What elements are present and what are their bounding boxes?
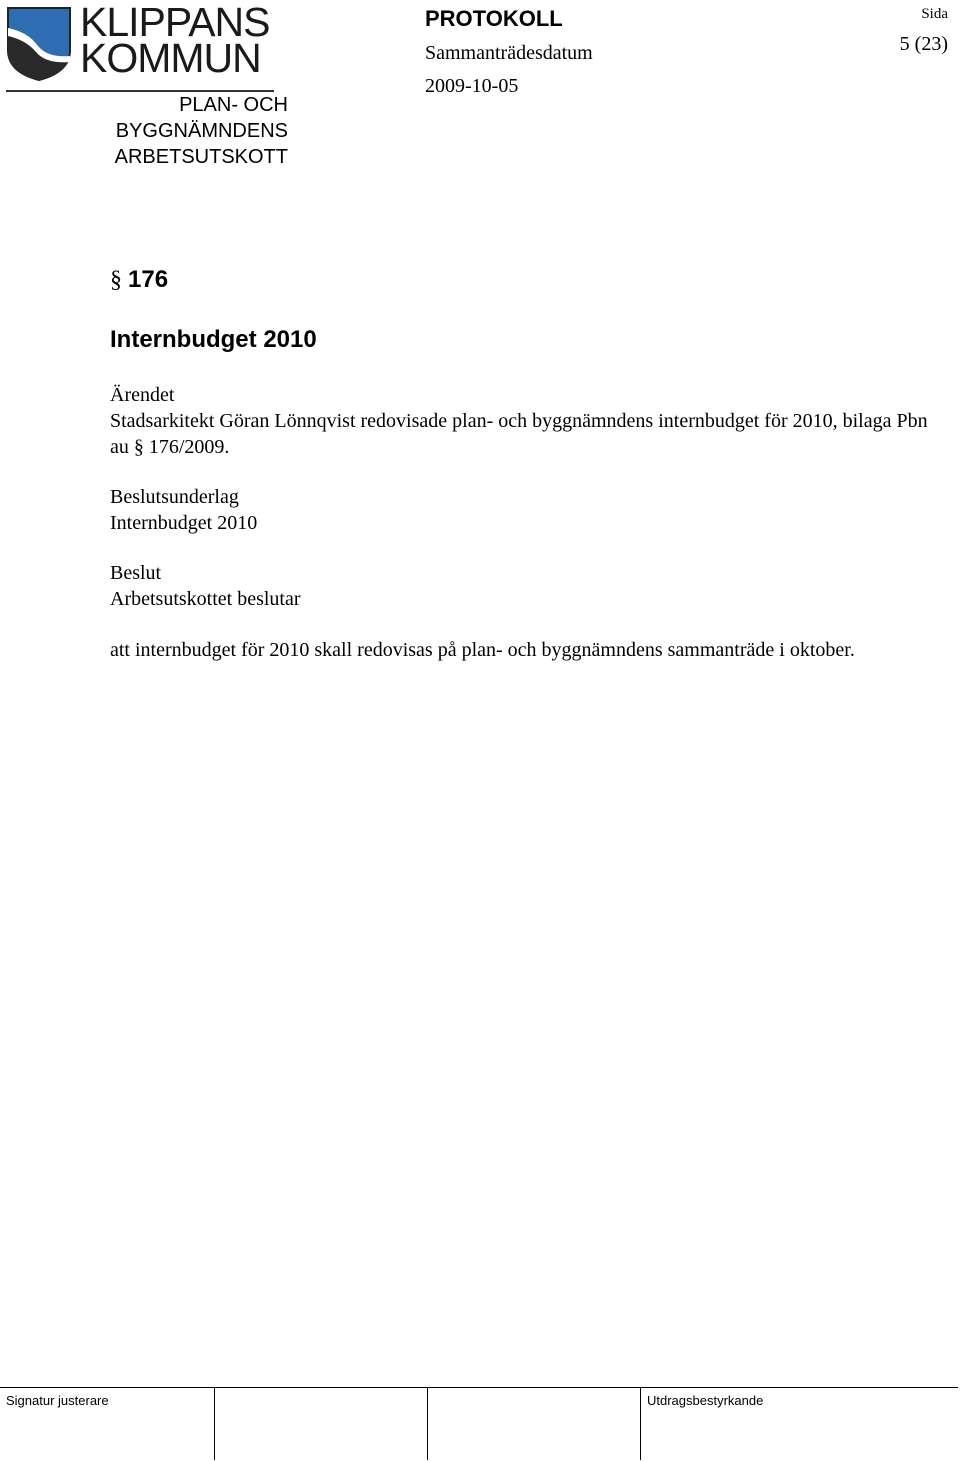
committee-name bbox=[90, 92, 288, 170]
page-label: Sida bbox=[921, 6, 948, 22]
signature-box-2 bbox=[427, 1388, 640, 1460]
beslut-text: Arbetsutskottet beslutar bbox=[110, 588, 301, 610]
signature-label: Signatur justerare bbox=[6, 1393, 109, 1408]
arendet-heading: Ärendet bbox=[110, 384, 175, 406]
section-arendet bbox=[110, 382, 930, 460]
paragraph-number-value: 176 bbox=[128, 266, 169, 293]
committee-line-2: BYGGNÄMNDENS bbox=[115, 120, 288, 142]
section-beslutsunderlag bbox=[110, 484, 930, 536]
extract-label: Utdragsbestyrkande bbox=[647, 1393, 764, 1408]
signature-label-cell bbox=[0, 1388, 214, 1460]
municipality-wordmark bbox=[80, 0, 270, 81]
beslutsunderlag-text: Internbudget 2010 bbox=[110, 512, 258, 534]
meeting-date: 2009-10-05 bbox=[425, 75, 519, 97]
paragraph-symbol: § bbox=[110, 267, 122, 293]
signature-footer bbox=[0, 1387, 958, 1460]
logo-line-kommun: KOMMUN bbox=[80, 35, 261, 81]
signature-box-1 bbox=[214, 1388, 427, 1460]
beslutsunderlag-heading: Beslutsunderlag bbox=[110, 486, 239, 508]
committee-line-3: ARBETSUTSKOTT bbox=[114, 146, 288, 168]
meeting-date-label: Sammanträdesdatum bbox=[425, 42, 593, 64]
municipality-coat-of-arms-icon bbox=[6, 6, 72, 82]
arendet-text: Stadsarkitekt Göran Lönnqvist redovisade plan- och byggnämndens internbudget för 2010, bilaga Pbn au § 176/2009. bbox=[110, 410, 928, 458]
beslut-heading: Beslut bbox=[110, 562, 162, 584]
section-beslut bbox=[110, 560, 930, 612]
logo-line-klippans: KLIPPANS bbox=[80, 0, 270, 45]
beslut-decision: att internbudget för 2010 skall redovisas på plan- och byggnämndens sammanträde i oktober. bbox=[110, 639, 855, 661]
document-type: PROTOKOLL bbox=[425, 6, 563, 31]
item-title: Internbudget 2010 bbox=[110, 326, 317, 353]
committee-line-1: PLAN- OCH bbox=[179, 94, 288, 116]
paragraph-number bbox=[110, 266, 168, 294]
page-number: 5 (23) bbox=[899, 33, 948, 55]
extract-certification-cell bbox=[640, 1388, 958, 1460]
